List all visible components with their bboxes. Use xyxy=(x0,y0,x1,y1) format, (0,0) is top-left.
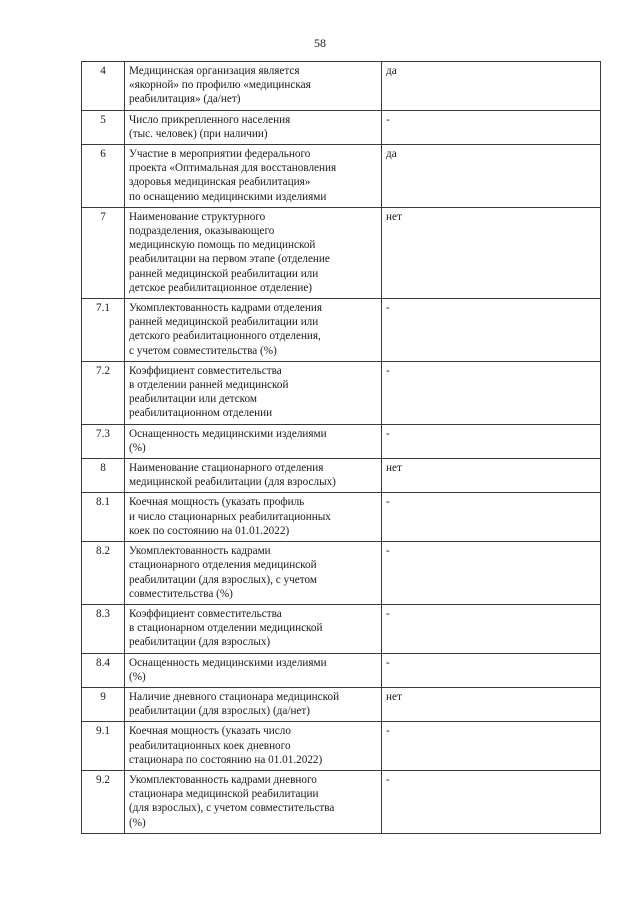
row-number: 5 xyxy=(82,110,125,144)
row-description: Число прикрепленного населения (тыс. человек) (при наличии) xyxy=(125,110,382,144)
row-value: - xyxy=(382,424,601,458)
row-value: - xyxy=(382,722,601,771)
row-number: 8.4 xyxy=(82,653,125,687)
table-row xyxy=(82,722,601,771)
table-row xyxy=(82,361,601,424)
row-number: 7.1 xyxy=(82,299,125,362)
table-row xyxy=(82,299,601,362)
row-description: Наличие дневного стационара медицинской реабилитации (для взрослых) (да/нет) xyxy=(125,687,382,721)
row-number: 8.3 xyxy=(82,604,125,653)
row-number: 7 xyxy=(82,207,125,298)
table-row xyxy=(82,604,601,653)
row-description: Оснащенность медицинскими изделиями (%) xyxy=(125,653,382,687)
row-description: Наименование стационарного отделения медицинской реабилитации (для взрослых) xyxy=(125,459,382,493)
table-row xyxy=(82,459,601,493)
row-value: - xyxy=(382,770,601,833)
data-table xyxy=(81,61,601,834)
row-description: Коэффициент совместительства в отделении ранней медицинской реабилитации или детском реабилитационном отделении xyxy=(125,361,382,424)
table-row xyxy=(82,110,601,144)
row-value: - xyxy=(382,361,601,424)
row-description: Укомплектованность кадрами стационарного отделения медицинской реабилитации (для взрослых), с учетом совместительства (%) xyxy=(125,542,382,605)
row-number: 7.2 xyxy=(82,361,125,424)
row-number: 9.1 xyxy=(82,722,125,771)
table-row xyxy=(82,62,601,111)
row-number: 8 xyxy=(82,459,125,493)
table-row xyxy=(82,653,601,687)
row-number: 6 xyxy=(82,145,125,208)
row-number: 7.3 xyxy=(82,424,125,458)
table-row xyxy=(82,145,601,208)
table-row xyxy=(82,542,601,605)
table-row xyxy=(82,770,601,833)
row-number: 9.2 xyxy=(82,770,125,833)
table-row xyxy=(82,207,601,298)
row-description: Коечная мощность (указать число реабилитационных коек дневного стационара по состоянию на 01.01.2022) xyxy=(125,722,382,771)
table-row xyxy=(82,687,601,721)
row-value: - xyxy=(382,493,601,542)
row-description: Оснащенность медицинскими изделиями (%) xyxy=(125,424,382,458)
row-number: 8.2 xyxy=(82,542,125,605)
row-description: Коечная мощность (указать профиль и число стационарных реабилитационных коек по состоянию на 01.01.2022) xyxy=(125,493,382,542)
row-value: - xyxy=(382,110,601,144)
row-description: Коэффициент совместительства в стационарном отделении медицинской реабилитации (для взрослых) xyxy=(125,604,382,653)
row-description: Медицинская организация является «якорной» по профилю «медицинская реабилитация» (да/нет) xyxy=(125,62,382,111)
row-value: нет xyxy=(382,207,601,298)
row-value: да xyxy=(382,62,601,111)
row-value: нет xyxy=(382,459,601,493)
table-body xyxy=(82,62,601,834)
row-description: Наименование структурного подразделения, оказывающего медицинскую помощь по медицинской реабилитации на первом этапе (отделение ранней медицинской реабилитации или детское реабилитационное отделение) xyxy=(125,207,382,298)
row-number: 4 xyxy=(82,62,125,111)
row-number: 8.1 xyxy=(82,493,125,542)
row-description: Укомплектованность кадрами отделения ранней медицинской реабилитации или детского реабилитационного отделения, с учетом совместительства (%) xyxy=(125,299,382,362)
row-description: Участие в мероприятии федерального проекта «Оптимальная для восстановления здоровья медицинская реабилитация» по оснащению медицинскими изделиями xyxy=(125,145,382,208)
row-description: Укомплектованность кадрами дневного стационара медицинской реабилитации (для взрослых), с учетом совместительства (%) xyxy=(125,770,382,833)
row-value: - xyxy=(382,604,601,653)
row-value: - xyxy=(382,653,601,687)
table-row xyxy=(82,424,601,458)
row-value: нет xyxy=(382,687,601,721)
table-row xyxy=(82,493,601,542)
row-value: да xyxy=(382,145,601,208)
row-value: - xyxy=(382,542,601,605)
row-number: 9 xyxy=(82,687,125,721)
row-value: - xyxy=(382,299,601,362)
page-number: 58 xyxy=(314,36,326,50)
